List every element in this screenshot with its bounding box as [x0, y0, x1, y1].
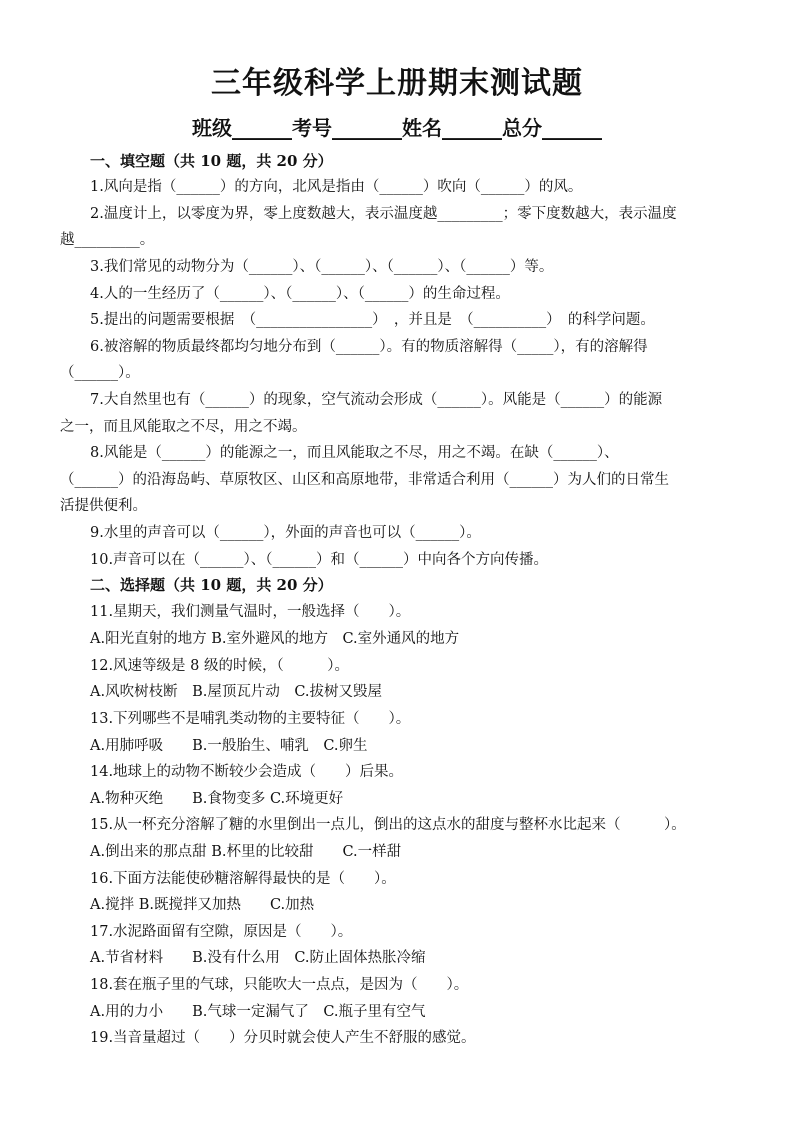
question-line: 7.大自然里也有（______）的现象，空气流动会形成（______）。风能是（______）的能源 — [90, 392, 663, 408]
section-heading-fill-blank: 一、填空题（共 10 题，共 20 分） — [90, 152, 333, 170]
question-line: 12.风速等级是 8 级的时候，（ ）。 — [90, 658, 350, 674]
question-line: 8.风能是（______）的能源之一，而且风能取之不尽，用之不竭。在缺（______）、 — [90, 445, 619, 461]
student-info-line: 班级______考号_______姓名______总分______ — [192, 116, 602, 140]
question-line: 1.风向是指（______）的方向，北风是指由（______）吹向（______）的风。 — [90, 179, 583, 195]
option-line: A.用的力小 B.气球一定漏气了 C.瓶子里有空气 — [90, 1004, 426, 1020]
question-line: 活提供便利。 — [60, 498, 147, 514]
question-line: 13.下列哪些不是哺乳类动物的主要特征（ ）。 — [90, 711, 411, 727]
option-line: A.风吹树枝断 B.屋顶瓦片动 C.拔树又毁屋 — [90, 684, 383, 700]
question-line: 17.水泥路面留有空隙，原因是（ ）。 — [90, 924, 353, 940]
option-line: A.节省材料 B.没有什么用 C.防止固体热胀冷缩 — [90, 950, 426, 966]
question-line: 4.人的一生经历了（______）、（______）、（______）的生命过程。 — [90, 286, 510, 302]
question-line: 9.水里的声音可以（______），外面的声音也可以（______）。 — [90, 525, 481, 541]
question-line: 18.套在瓶子里的气球，只能吹大一点点，是因为（ ）。 — [90, 977, 469, 993]
question-line: 16.下面方法能使砂糖溶解得最快的是（ ）。 — [90, 871, 396, 887]
option-line: A.物种灭绝 B.食物变多 C.环境更好 — [90, 791, 344, 807]
question-line: 越_________。 — [60, 232, 155, 248]
question-line: （______）的沿海岛屿、草原牧区、山区和高原地带，非常适合利用（______）为人们的日常生 — [60, 472, 669, 488]
question-line: 2.温度计上，以零度为界，零上度数越大，表示温度越_________；零下度数越大，表示温度 — [90, 206, 677, 222]
question-line: 10.声音可以在（______）、（______）和（______）中向各个方向传播。 — [90, 552, 549, 568]
question-line: 15.从一杯充分溶解了糖的水里倒出一点儿，倒出的这点水的甜度与整杯水比起来（ ）。 — [90, 817, 686, 833]
option-line: A.阳光直射的地方 B.室外避风的地方 C.室外通风的地方 — [90, 631, 460, 647]
section-heading-multiple-choice: 二、选择题（共 10 题，共 20 分） — [90, 576, 333, 594]
option-line: A.倒出来的那点甜 B.杯里的比较甜 C.一样甜 — [90, 844, 402, 860]
question-line: （______）。 — [60, 365, 140, 381]
option-line: A.用肺呼吸 B.一般胎生、哺乳 C.卵生 — [90, 738, 368, 754]
question-line: 11.星期天，我们测量气温时，一般选择（ ）。 — [90, 604, 411, 620]
page-title: 三年级科学上册期末测试题 — [211, 66, 583, 101]
question-line: 14.地球上的动物不断较少会造成（ ）后果。 — [90, 764, 404, 780]
question-line: 之一，而且风能取之不尽，用之不竭。 — [60, 419, 307, 435]
question-line: 6.被溶解的物质最终都均匀地分布到（______）。有的物质溶解得（_____），有的溶解得 — [90, 339, 648, 355]
question-line: 19.当音量超过（ ）分贝时就会使人产生不舒服的感觉。 — [90, 1030, 476, 1046]
option-line: A.搅拌 B.既搅拌又加热 C.加热 — [90, 897, 315, 913]
question-line: 3.我们常见的动物分为（______）、（______）、（______）、（______）等。 — [90, 259, 554, 275]
question-line: 5.提出的问题需要根据 （________________） ，并且是 （__________） 的科学问题。 — [90, 312, 655, 328]
